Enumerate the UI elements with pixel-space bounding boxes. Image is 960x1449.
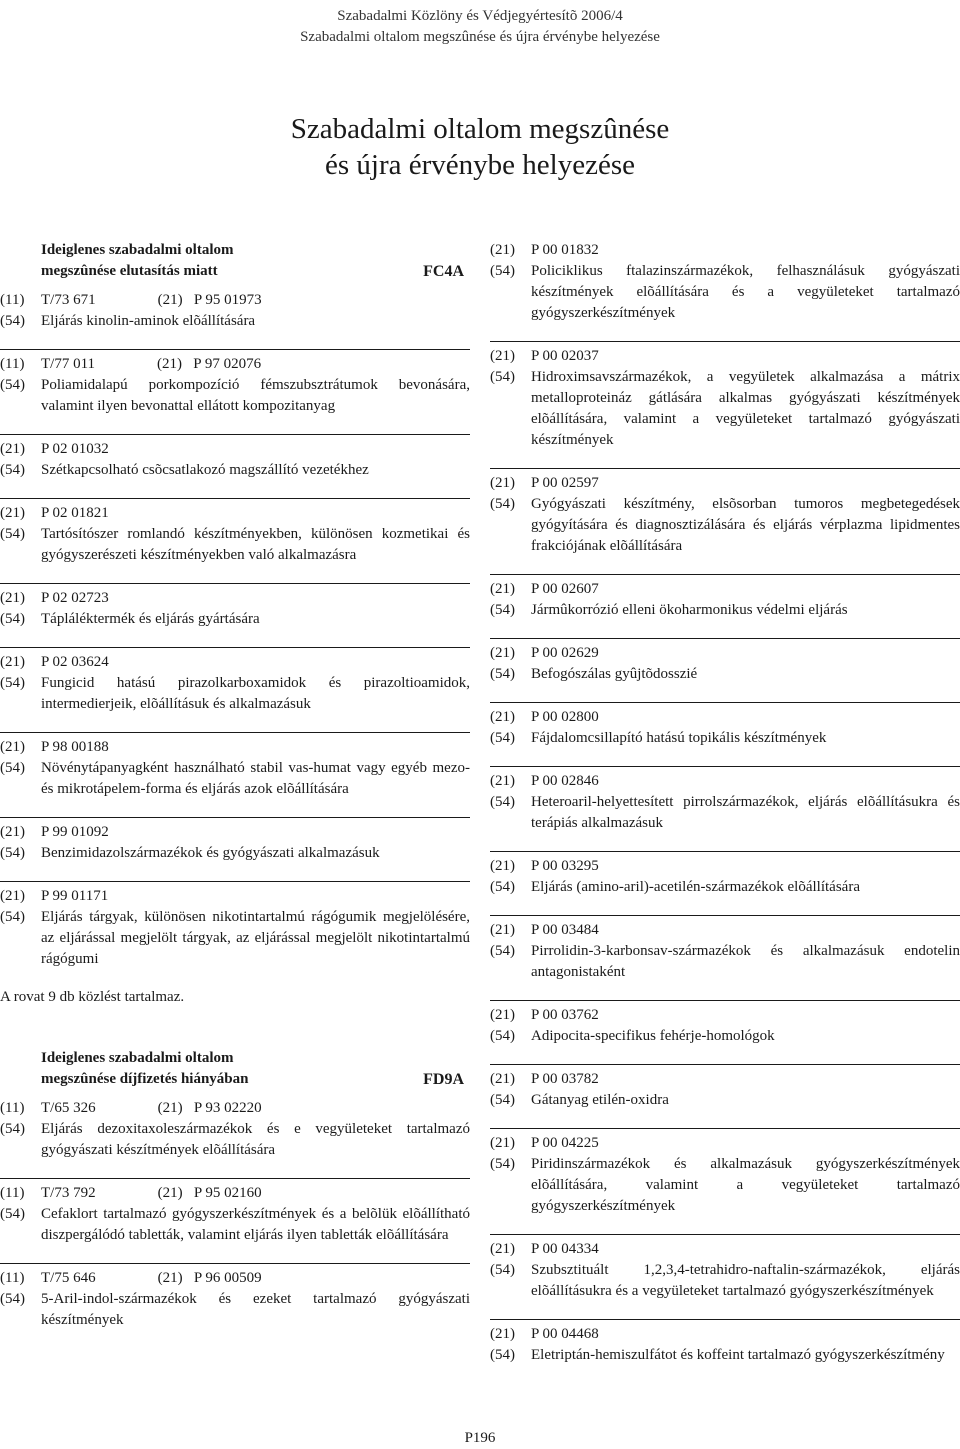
code-11: (11) xyxy=(0,292,25,308)
invention-title: Növénytápanyagként használható stabil vas-humat vagy egyéb mezo- és mikrotápelem-forma és eljárás azok elõállítására xyxy=(41,760,470,797)
number-line xyxy=(0,652,470,673)
code-54: (54) xyxy=(490,943,515,959)
invention-title: Eljárás dezoxitaxoleszármazékok és e vegyületeket tartalmazó gyógyászati készítmények elõállítására xyxy=(41,1121,470,1158)
title-line xyxy=(490,1345,960,1366)
invention-title: Hidroximsavszármazékok, a vegyületek alkalmazása a mátrix metalloproteináz gátlására alkalmas gyógyászati készítmények elõállítására, valamint a vegyületeket tartalmazó gyógyászati készítmények xyxy=(531,369,960,448)
title-line xyxy=(0,1119,470,1161)
code-21: (21) xyxy=(157,1185,183,1201)
invention-title: Fájdalomcsillapító hatású topikális készítmények xyxy=(531,730,827,746)
invention-title: Gátanyag etilén-oxidra xyxy=(531,1092,669,1108)
application-number: P 98 00188 xyxy=(41,739,109,755)
registration-number: T/65 326 xyxy=(41,1100,96,1116)
application-number: P 00 04468 xyxy=(531,1326,599,1342)
invention-title: 5-Aril-indol-származékok és ezeket tartalmazó gyógyászati készítmények xyxy=(41,1291,470,1328)
number-line xyxy=(0,290,470,311)
registration-number: T/73 792 xyxy=(41,1185,96,1201)
title-line xyxy=(0,524,470,566)
patent-entry xyxy=(0,583,470,630)
code-54: (54) xyxy=(0,526,25,542)
patent-entry xyxy=(0,1178,470,1246)
number-line xyxy=(490,473,960,494)
title-line xyxy=(490,600,960,621)
code-21: (21) xyxy=(0,739,25,755)
entries-nonpayment xyxy=(0,1098,470,1331)
title-line xyxy=(490,792,960,834)
number-line xyxy=(490,1133,960,1154)
code-54: (54) xyxy=(490,1262,515,1278)
title-line xyxy=(490,1026,960,1047)
invention-title: Adipocita-specifikus fehérje-homológok xyxy=(531,1028,775,1044)
code-21: (21) xyxy=(490,1071,515,1087)
title-line xyxy=(0,375,470,417)
patent-entry xyxy=(0,434,470,481)
patent-entry xyxy=(0,290,470,332)
code-21: (21) xyxy=(490,1007,515,1023)
code-54: (54) xyxy=(0,675,25,691)
code-21: (21) xyxy=(0,590,25,606)
title-line xyxy=(0,1289,470,1331)
title-line xyxy=(490,1260,960,1302)
code-21: (21) xyxy=(490,858,515,874)
invention-title: Poliamidalapú porkompozíció fémszubsztrátumok bevonására, valamint ilyen bevonattal ellátott kompozitanyag xyxy=(41,377,470,414)
application-number: P 02 01821 xyxy=(41,505,109,521)
page-title-line1: Szabadalmi oltalom megszûnése xyxy=(290,113,670,145)
number-line xyxy=(490,1239,960,1260)
invention-title: Eljárás tárgyak, különösen nikotintartalmú rágógumik megjelölésére, az eljárással megjelölt tárgyak, az eljárással megjelölt nikotintartalmú rágógumi xyxy=(41,909,470,967)
code-54: (54) xyxy=(0,760,25,776)
right-column xyxy=(490,240,960,1383)
application-number: P 00 02629 xyxy=(531,645,599,661)
invention-title: Tápláléktermék és eljárás gyártására xyxy=(41,611,260,627)
number-line xyxy=(0,822,470,843)
application-number: P 93 02220 xyxy=(193,1100,262,1116)
registration-number: T/75 646 xyxy=(41,1270,96,1286)
code-21: (21) xyxy=(490,475,515,491)
code-54: (54) xyxy=(490,730,515,746)
code-21: (21) xyxy=(157,1270,183,1286)
application-number: P 00 01832 xyxy=(531,242,599,258)
section-heading-rejection xyxy=(0,240,470,282)
running-header-line1: Szabadalmi Közlöny és Védjegyértesítõ 2006/4 xyxy=(337,8,623,24)
application-number: P 02 02723 xyxy=(41,590,109,606)
title-line xyxy=(0,843,470,864)
application-number: P 00 03782 xyxy=(531,1071,599,1087)
title-line xyxy=(490,941,960,983)
page-title-line2: és újra érvénybe helyezése xyxy=(325,149,635,181)
patent-entry xyxy=(0,732,470,800)
code-21: (21) xyxy=(0,441,25,457)
number-line xyxy=(0,886,470,907)
code-21: (21) xyxy=(157,356,183,372)
title-line xyxy=(0,673,470,715)
code-21: (21) xyxy=(490,1326,515,1342)
code-54: (54) xyxy=(490,1092,515,1108)
code-21: (21) xyxy=(490,773,515,789)
code-54: (54) xyxy=(490,1028,515,1044)
number-line xyxy=(0,1098,470,1119)
patent-entry xyxy=(0,1263,470,1331)
number-line xyxy=(490,240,960,261)
patent-entry xyxy=(490,638,960,685)
patent-entry xyxy=(0,881,470,970)
code-54: (54) xyxy=(490,794,515,810)
title-line xyxy=(0,907,470,970)
number-line xyxy=(0,1183,470,1204)
invention-title: Pirrolidin-3-karbonsav-származékok és alkalmazásuk endotelin antagonistaként xyxy=(531,943,960,980)
application-number: P 00 03295 xyxy=(531,858,599,874)
title-line xyxy=(490,261,960,324)
invention-title: Szubsztituált 1,2,3,4-tetrahidro-naftalin-származékok, eljárás elõállításukra és a vegyületeket tartalmazó gyógyszerkészítmények xyxy=(531,1262,960,1299)
patent-entry xyxy=(490,468,960,557)
number-line xyxy=(490,1324,960,1345)
invention-title: Befogószálas gyûjtõdosszié xyxy=(531,666,698,682)
number-line xyxy=(490,920,960,941)
application-number: P 00 02800 xyxy=(531,709,599,725)
title-line xyxy=(490,1154,960,1217)
code-54: (54) xyxy=(0,1121,25,1137)
section-heading-line1: Ideiglenes szabadalmi oltalom xyxy=(41,242,234,258)
invention-title: Benzimidazolszármazékok és gyógyászati alkalmazásuk xyxy=(41,845,380,861)
number-line xyxy=(490,856,960,877)
patent-entry xyxy=(490,766,960,834)
code-54: (54) xyxy=(0,909,25,925)
invention-title: Fungicid hatású pirazolkarboxamidok és pirazoltioamidok, intermedierjeik, elõállításuk és alkalmazásuk xyxy=(41,675,470,712)
code-54: (54) xyxy=(490,602,515,618)
application-number: P 00 02846 xyxy=(531,773,599,789)
code-21: (21) xyxy=(157,1100,183,1116)
patent-entry xyxy=(0,647,470,715)
code-54: (54) xyxy=(0,611,25,627)
number-line xyxy=(0,737,470,758)
code-21: (21) xyxy=(157,292,183,308)
code-21: (21) xyxy=(490,1241,515,1257)
code-54: (54) xyxy=(490,879,515,895)
invention-title: Eljárás kinolin-aminok elõállítására xyxy=(41,313,256,329)
title-line xyxy=(0,758,470,800)
code-21: (21) xyxy=(0,824,25,840)
code-54: (54) xyxy=(490,496,515,512)
application-number: P 02 01032 xyxy=(41,441,109,457)
patent-entry xyxy=(490,915,960,983)
invention-title: Jármûkorrózió elleni ökoharmonikus védelmi eljárás xyxy=(531,602,848,618)
title-line xyxy=(490,877,960,898)
patent-entry xyxy=(490,1064,960,1111)
section-heading-nonpayment xyxy=(0,1048,470,1090)
code-54: (54) xyxy=(0,377,25,393)
invention-title: Eletriptán-hemiszulfátot és koffeint tartalmazó gyógyszerkészítmény xyxy=(531,1347,945,1363)
patent-entry xyxy=(490,240,960,324)
title-line xyxy=(490,367,960,451)
invention-title: Piridinszármazékok és alkalmazásuk gyógyszerkészítmények elõállítására, valamint a vegyületeket tartalmazó gyógyszerkészítmények xyxy=(531,1156,960,1214)
number-line xyxy=(490,707,960,728)
number-line xyxy=(490,1005,960,1026)
title-line xyxy=(490,728,960,749)
code-11: (11) xyxy=(0,356,25,372)
entries-rejection xyxy=(0,290,470,970)
title-line xyxy=(0,460,470,481)
section-code: FC4A xyxy=(423,263,464,280)
code-54: (54) xyxy=(490,666,515,682)
application-number: P 95 01973 xyxy=(193,292,262,308)
patent-entry xyxy=(0,1098,470,1161)
application-number: P 00 03484 xyxy=(531,922,599,938)
section-heading-line2: megszûnése elutasítás miatt xyxy=(41,263,218,279)
number-line xyxy=(0,1268,470,1289)
patent-entry xyxy=(490,1319,960,1366)
section-heading-line2: megszûnése díjfizetés hiányában xyxy=(41,1071,249,1087)
code-21: (21) xyxy=(490,581,515,597)
invention-title: Gyógyászati készítmény, elsõsorban tumoros megbetegedések gyógyítására és diagnosztizálására és eljárás vérplazma lipidmentes frakciójának elõállítására xyxy=(531,496,960,554)
code-54: (54) xyxy=(0,845,25,861)
number-line xyxy=(490,346,960,367)
code-54: (54) xyxy=(490,1156,515,1172)
number-line xyxy=(490,643,960,664)
patent-entry xyxy=(490,1000,960,1047)
invention-title: Szétkapcsolható csõcsatlakozó magszállító vezetékhez xyxy=(41,462,369,478)
patent-entry xyxy=(0,349,470,417)
code-21: (21) xyxy=(490,922,515,938)
application-number: P 95 02160 xyxy=(193,1185,262,1201)
page-number: P196 xyxy=(464,1430,496,1446)
invention-title: Heteroaril-helyettesített pirrolszármazékok, eljárás elõállításukra és terápiás alkalmazásuk xyxy=(531,794,960,831)
number-line xyxy=(490,771,960,792)
code-54: (54) xyxy=(490,263,515,279)
number-line xyxy=(0,503,470,524)
code-54: (54) xyxy=(0,1291,25,1307)
title-line xyxy=(0,311,470,332)
code-54: (54) xyxy=(0,1206,25,1222)
code-21: (21) xyxy=(490,709,515,725)
code-21: (21) xyxy=(490,1135,515,1151)
left-column xyxy=(0,240,470,1348)
number-line xyxy=(0,439,470,460)
code-11: (11) xyxy=(0,1270,25,1286)
invention-title: Tartósítószer romlandó készítményekben, különösen kozmetikai és gyógyszerészeti készítményekben való alkalmazásra xyxy=(41,526,470,563)
title-line xyxy=(490,664,960,685)
application-number: P 00 02597 xyxy=(531,475,599,491)
entries-continued xyxy=(490,240,960,1366)
application-number: P 99 01171 xyxy=(41,888,109,904)
application-number: P 97 02076 xyxy=(193,356,262,372)
title-line xyxy=(490,494,960,557)
patent-entry xyxy=(490,1128,960,1217)
code-54: (54) xyxy=(490,1347,515,1363)
application-number: P 00 03762 xyxy=(531,1007,599,1023)
section-heading-line1: Ideiglenes szabadalmi oltalom xyxy=(41,1050,234,1066)
number-line xyxy=(490,579,960,600)
running-header-line2: Szabadalmi oltalom megszûnése és újra érvénybe helyezése xyxy=(300,29,660,45)
title-line xyxy=(0,609,470,630)
application-number: P 00 04225 xyxy=(531,1135,599,1151)
code-54: (54) xyxy=(0,462,25,478)
number-line xyxy=(490,1069,960,1090)
registration-number: T/77 011 xyxy=(41,356,96,372)
invention-title: Policiklikus ftalazinszármazékok, felhasználásuk gyógyászati készítmények elõállítására és a vegyületeket tartalmazó gyógyszerkészítmények xyxy=(531,263,960,321)
code-21: (21) xyxy=(0,654,25,670)
code-11: (11) xyxy=(0,1185,25,1201)
invention-title: Eljárás (amino-aril)-acetilén-származékok elõállítására xyxy=(531,879,860,895)
patent-entry xyxy=(0,498,470,566)
application-number: P 00 04334 xyxy=(531,1241,599,1257)
code-21: (21) xyxy=(0,505,25,521)
patent-entry xyxy=(490,702,960,749)
section-note: A rovat 9 db közlést tartalmaz. xyxy=(0,989,185,1005)
patent-entry xyxy=(490,851,960,898)
code-11: (11) xyxy=(0,1100,25,1116)
number-line xyxy=(0,588,470,609)
patent-entry xyxy=(0,817,470,864)
code-21: (21) xyxy=(490,242,515,258)
code-21: (21) xyxy=(0,888,25,904)
code-21: (21) xyxy=(490,645,515,661)
application-number: P 02 03624 xyxy=(41,654,109,670)
application-number: P 00 02607 xyxy=(531,581,599,597)
code-54: (54) xyxy=(490,369,515,385)
application-number: P 99 01092 xyxy=(41,824,109,840)
code-21: (21) xyxy=(490,348,515,364)
code-54: (54) xyxy=(0,313,25,329)
invention-title: Cefaklort tartalmazó gyógyszerkészítmények és a belõlük elõállítható diszpergálódó tabletták, valamint eljárás ilyen tabletták elõállítására xyxy=(41,1206,470,1243)
patent-entry xyxy=(490,1234,960,1302)
title-line xyxy=(490,1090,960,1111)
registration-number: T/73 671 xyxy=(41,292,96,308)
section-code: FD9A xyxy=(423,1071,464,1088)
application-number: P 00 02037 xyxy=(531,348,599,364)
application-number: P 96 00509 xyxy=(193,1270,262,1286)
number-line xyxy=(0,354,470,375)
patent-entry xyxy=(490,341,960,451)
title-line xyxy=(0,1204,470,1246)
patent-entry xyxy=(490,574,960,621)
